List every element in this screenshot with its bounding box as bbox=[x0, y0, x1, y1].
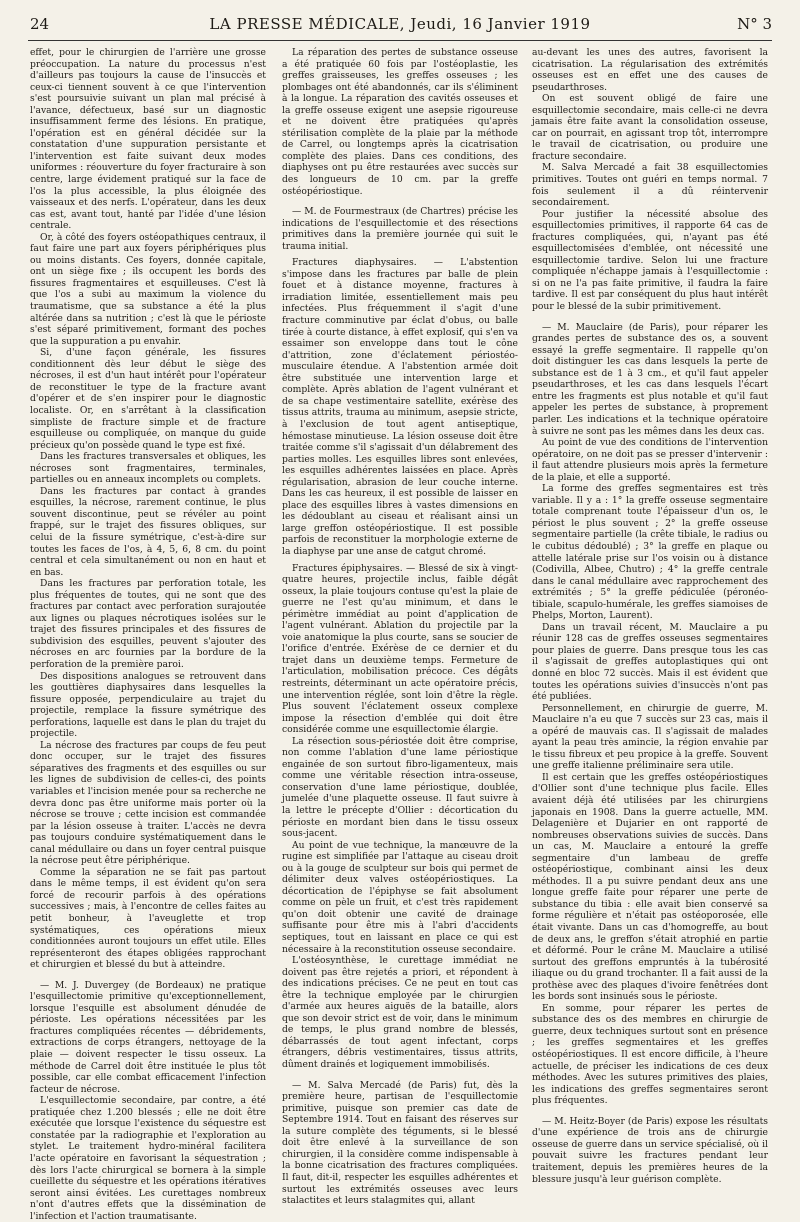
paragraph: Pour justifier la nécessité absolue des esquillectomies primitives, il rapporte 64 cas de fractures compliquées, qui, n'ayant pas été esquillectomisées d'emblée, ont nécessité une esquillectomie tardive. Selon lui une fracture compliquée n'échappe jamais à l'esquillectomie : si on ne l'a pas faite primitive, il faudra la faire tardive. Il est par conséquent du plus haut intérêt pour le blessé de la subir primitivement. bbox=[532, 208, 768, 313]
paragraph: La forme des greffes segmentaires est très variable. Il y a : 1° la greffe osseuse segmentaire totale comprenant toute l'épaisseur d'un os, le périost le plus souvent ; 2° la greffe osseuse segmentaire partielle (la crête tibiale, le radius ou le cubitus dédoublé) ; 3° la greffe en plaque ou attelle latérale prise sur l'os voisin ou à distance (Codivilla, Albee, Chutro) ; 4° la greffe centrale dans le canal médullaire avec rapprochement des extrémités ; 5° la greffe pédiculée (péronéo-tibiale, scapulo-humérale, les greffes siamoises de Phelps, Morton, Laurent). bbox=[532, 483, 768, 622]
column-3 bbox=[532, 47, 768, 1185]
paragraph: La réparation des pertes de substance osseuse a été pratiquée 60 fois par l'ostéoplastie, les greffes graisseuses, les greffes osseuses ; les plombages ont été abandonnés, car ils s'éliminent à la longue. La réparation des cavités osseuses et la greffe osseuse exigent une asepsie rigoureuse et ne doivent être pratiquées qu'après stérilisation complète de la plaie par la méthode de Carrel, ou longtemps après la cicatrisation complète des plaies. Dans ces conditions, des diaphyses ont pu être restaurées avec succès sur des longueurs de 10 cm. par la greffe ostéopériostique. bbox=[282, 47, 518, 197]
paragraph: En somme, pour réparer les pertes de substance des os des membres en chirurgie de guerre, deux techniques surtout sont en présence ; les greffes segmentaires et les greffes ostéopériostiques. Il est encore difficile, à l'heure actuelle, de préciser les indications de ces deux méthodes. Avec les sutures primitives des plaies, les indications des greffes segmentaires seront plus fréquentes. bbox=[532, 1002, 768, 1107]
paragraph: La résection sous-périostée doit être comprise, non comme l'ablation d'une lame périostique engainée de son surtout fibro-ligamenteux, mais comme une véritable résection intra-osseuse, conservation d'une lame périostique, doublée, jumelée d'une plaquette osseuse. Il faut suivre à la lettre le précepte d'Ollier : décortication du périoste en mordant bien dans le tissu osseux sous-jacent. bbox=[282, 735, 518, 840]
column-1 bbox=[30, 47, 266, 1222]
paragraph: Fractures diaphysaires. — L'abstention s'impose dans les fractures par balle de plein fouet et à distance moyenne, fractures à irradiation limitée, essentiellement mais peu infectées. Plus fréquemment il s'agit d'une fracture comminutive par éclat d'obus, ou balle tirée à courte distance, à effet explosif, qui s'en va essaimer son enveloppe dans tout le cône d'attrition, zone d'éclatement périostéo-musculaire étendue. A l'abstention armée doit être substituée une intervention large et complète. Après ablation de l'agent vulnérant et de sa chape vestimentaire satellite, exérèse des tissus attrits, trauma au minimum, asepsie stricte, à l'exclusion de tout agent antiseptique, hémostase minutieuse. La lésion osseuse doit être traitée comme s'il s'agissait d'un délabrement des parties molles. Les esquilles libres sont enlevées, les esquilles adhérentes laissées en place. Après régularisation, abrasion de leur couche interne. Dans les cas heureux, il est possible de laisser en place des esquilles libres à vastes dimensions en les dédoublant au ciseau et réalisant ainsi un large greffon ostéopériostique. Il est possible parfois de reconstituer la morphologie externe de la diaphyse par une anse de catgut chromé. bbox=[282, 257, 518, 557]
paragraph: Or, à côté des foyers ostéopathiques centraux, il faut faire une part aux foyers périphériques plus ou moins distants. Ces foyers, donnée capitale, ont un siège fixe ; ils occupent les bords des fissures fragmentaires et esquilleuses. C'est là que l'os a subi au maximum la violence du traumatisme, que sa substance a été la plus altérée dans sa nutrition ; c'est là que le périoste s'est séparé primitivement, formant des poches que la suppuration a pu envahir. bbox=[30, 231, 266, 347]
paragraph: Personnellement, en chirurgie de guerre, M. Mauclaire n'a eu que 7 succès sur 23 cas, mais il a opéré de mauvais cas. Il s'agissait de malades ayant la peau très amincie, la région envahie par le tissu fibreux et peu propice à la greffe. Souvent une greffe italienne préliminaire sera utile. bbox=[532, 702, 768, 772]
paragraph: Dans les fractures par contact à grandes esquilles, la nécrose, rarement continue, le plus souvent discontinue, peut se révéler au point frappé, sur le trajet des fissures obliques, sur celui de la fissure symétrique, c'est-à-dire sur toutes les faces de l'os, à 4, 5, 6, 8 cm. du point central et cela simultanément ou non en haut et en bas. bbox=[30, 485, 266, 578]
header-rule bbox=[28, 40, 772, 41]
issue-number: N° 3 bbox=[737, 15, 772, 33]
paragraph: effet, pour le chirurgien de l'arrière une grosse préoccupation. La nature du processus n'est d'ailleurs pas toujours la cause de l'insuccès et ceux-ci tiennent souvent à ce que l'intervention s'est poursuivie suivant un plan mal précisé à l'avance, défectueux, basé sur un diagnostic insuffisamment ferme des lésions. En pratique, l'opération est en général décidée sur la constatation d'une suppuration persistante et l'intervention est faite suivant deux modes uniformes : réouverture du foyer fracturaire à son centre, large évidement pratiqué sur la face de l'os la plus accessible, la plus éloignée des vaisseaux et des nerfs. L'opérateur, dans les deux cas est, avant tout, hanté par l'idée d'une lésion centrale. bbox=[30, 47, 266, 232]
paragraph: On est souvent obligé de faire une esquillectomie secondaire, mais celle-ci ne devra jamais être faite avant la consolidation osseuse, car on pourrait, en agissant trop tôt, interrompre le travail de cicatrisation, ou produire une fracture secondaire. bbox=[532, 93, 768, 162]
paragraph: L'esquillectomie secondaire, par contre, a été pratiquée chez 1.200 blessés ; elle ne doit être exécutée que lorsque l'existence du séquestre est constatée par la radiographie et l'exploration au stylet. Le traitement hydro-minéral facilitera l'acte opératoire en favorisant la séquestration ; dès lors l'acte chirurgical se bornera à la simple cueillette du séquestre et les opérations itératives seront ainsi évitées. Les curettages nombreux n'ont d'autres effets que la dissémination de l'infection et l'action traumatisante. bbox=[30, 1095, 266, 1222]
page-header bbox=[0, 12, 800, 36]
paragraph: — M. Mauclaire (de Paris), pour réparer les grandes pertes de substance des os, a souvent essayé la greffe segmentaire. Il rappelle qu'on doit distinguer les cas dans lesquels la perte de substance est de 1 à 3 cm., et qu'il faut appeler pseudarthroses, et les cas dans lesquels l'écart entre les fragments est plus notable et qu'il faut appeler les pertes de substance, à proprement parler. Les indications et la technique opératoire à suivre ne sont pas les mêmes dans les deux cas. bbox=[532, 321, 768, 437]
paragraph: Dans les fractures par perforation totale, les plus fréquentes de toutes, qui ne sont que des fractures par contact avec perforation surajoutée aux lignes ou plaques nécrotiques isolées sur le trajet des fissures principales et des fissures de subdivision des esquilles, peuvent s'ajouter des nécroses en arc fournies par la bordure de la perforation de la première paroi. bbox=[30, 578, 266, 670]
paragraph: Si, d'une façon générale, les fissures conditionnent dès leur début le siège des nécroses, il est d'un haut intérêt pour l'opérateur de reconstituer le type de la fracture avant d'opérer et de s'en inspirer pour le diagnostic localiste. Or, en s'arrêtant à la classification simpliste de fracture simple et de fracture esquilleuse ou compliquée, on manque du guide précieux qu'on possède quand le type est fixé. bbox=[30, 347, 266, 451]
paragraph: M. Salva Mercadé a fait 38 esquillectomies primitives. Toutes ont guéri en temps normal. 7 fois seulement il a dû réintervenir secondairement. bbox=[532, 162, 768, 209]
paragraph: Comme la séparation ne se fait pas partout dans le même temps, il est évident qu'on sera forcé de recourir parfois à des opérations successives ; mais, à l'encontre de celles faites au petit bonheur, à l'aveuglette et trop systématiques, ces opérations mieux conditionnées auront toujours un effet utile. Elles représenteront des étapes obligées rapprochant et chirurgien et blessé du but à atteindre. bbox=[30, 866, 266, 971]
paragraph: — M. de Fourmestraux (de Chartres) précise les indications de l'esquillectomie et des résections primitives dans la première journée qui suit le trauma initial. bbox=[282, 206, 518, 252]
paragraph: — M. Salva Mercadé (de Paris) fut, dès la première heure, partisan de l'esquillectomie primitive, puisque son premier cas date de Septembre 1914. Tout en faisant des réserves sur la suture complète des téguments, si le blessé doit être enlevé à la surveillance de son chirurgien, il la considère comme indispensable à la bonne cicatrisation des fractures compliquées. Il faut, dit-il, respecter les esquilles adhérentes et surtout les extrémités osseuses avec leurs stalactites et leurs stalagmites qui, allant bbox=[282, 1079, 518, 1207]
column-2 bbox=[282, 47, 518, 1207]
paragraph: — M. J. Duvergey (de Bordeaux) ne pratique l'esquillectomie primitive qu'exceptionnellement, lorsque l'esquille est absolument dénudée de périoste. Les opérations nécessitées par les fractures compliquées récentes — débridements, extractions de corps étrangers, nettoyage de la plaie — doivent respecter le tissu osseux. La méthode de Carrel doit être instituée le plus tôt possible, car elle combat efficacement l'infection facteur de nécrose. bbox=[30, 979, 266, 1095]
running-title: LA PRESSE MÉDICALE, Jeudi, 16 Janvier 1919 bbox=[209, 15, 591, 33]
paragraph: Des dispositions analogues se retrouvent dans les gouttières diaphysaires dans lesquelles la fissure opposée, perpendiculaire au trajet du projectile, remplace la fissure symétrique des perforations, laquelle est dans le plan du trajet du projectile. bbox=[30, 670, 266, 740]
paragraph: Dans un travail récent, M. Mauclaire a pu réunir 128 cas de greffes osseuses segmentaires pour plaies de guerre. Dans presque tous les cas il s'agissait de greffes autoplastiques qui ont donné en bloc 72 succès. Mais il est évident que toutes les opérations suivies d'insuccès n'ont pas été publiées. bbox=[532, 621, 768, 703]
paragraph: Au point de vue technique, la manœuvre de la rugine est simplifiée par l'attaque au ciseau droit ou à la gouge de sculpteur sur bois qui permet de délimiter deux valves ostéopériostiques. La décortication de l'épiphyse se fait absolument comme on pèle un fruit, et c'est très rapidement qu'on doit obtenir une cavité de drainage suffisante pour être mis à l'abri d'accidents septiques, tout en laissant en place ce qui est nécessaire à la reconstitution osseuse secondaire. bbox=[282, 839, 518, 955]
paragraph: au-devant les unes des autres, favorisent la cicatrisation. La régularisation des extrémités osseuses est en effet une des causes de pseudarthroses. bbox=[532, 47, 768, 93]
paragraph: L'ostéosynthèse, le curettage immédiat ne doivent pas être rejetés a priori, et répondent à des indications précises. Ce ne peut en tout cas être la technique employée par le chirurgien d'armée aux heures aiguës de la bataille, alors que son devoir strict est de voir, dans le minimum de temps, le plus grand nombre de blessés, débarrassés de tout agent infectant, corps étrangers, débris vestimentaires, tissus attrits, dûment drainés et logiquement immobilisés. bbox=[282, 955, 518, 1071]
page-number: 24 bbox=[30, 15, 50, 33]
paragraph: Au point de vue des conditions de l'intervention opératoire, on ne doit pas se presser d'intervenir : il faut attendre plusieurs mois après la fermeture de la plaie, et elle a supporté. bbox=[532, 437, 768, 483]
paragraph: — M. Heitz-Boyer (de Paris) expose les résultats d'une expérience de trois ans de chirurgie osseuse de guerre dans un service spécialisé, où il pouvait suivre les fractures pendant leur traitement, depuis les premières heures de la blessure jusqu'à leur guérison complète. bbox=[532, 1115, 768, 1185]
paragraph: La nécrose des fractures par coups de feu peut donc occuper, sur le trajet des fissures séparatives des fragments et des esquilles ou sur les lignes de subdivision de celles-ci, des points variables et l'incision menée pour sa recherche ne devra donc pas être uniforme mais porter où la nécrose se trouve ; cette incision est commandée par la lésion osseuse à traiter. L'accès ne devra pas toujours conduire systématiquement dans le canal médullaire ou dans un foyer central puisque la nécrose peut être périphérique. bbox=[30, 739, 266, 867]
paragraph: Il est certain que les greffes ostéopériostiques d'Ollier sont d'une technique plus facile. Elles avaient déjà été utilisées par les chirurgiens japonais en 1908. Dans la guerre actuelle, MM. Delagenière et Dujarier en ont rapporté de nombreuses observations suivies de succès. Dans un cas, M. Mauclaire a entouré la greffe segmentaire d'un lambeau de greffe ostéopériostique, combinant ainsi les deux méthodes. Il a pu suivre pendant deux ans une longue greffe faite pour réparer une perte de substance du tibia : elle avait bien conservé sa forme régulière et n'était pas ostéoporosée, elle était vivante. Dans un cas d'homogreffe, au bout de deux ans, le greffon s'était atrophié en partie et déformé. Pour le crâne M. Mauclaire a utilisé surtout des greffons empruntés à la tubérosité iliaque ou du grand trochanter. Il a fait aussi de la prothèse avec des plaques d'ivoire fenêtrées dont les bords sont insinués sous le périoste. bbox=[532, 771, 768, 1003]
paragraph: Dans les fractures transversales et obliques, les nécroses sont fragmentaires, terminales, partielles ou en anneaux incomplets ou complets. bbox=[30, 451, 266, 486]
paragraph: Fractures épiphysaires. — Blessé de six à vingt-quatre heures, projectile inclus, faible dégât osseux, la plaie toujours contuse qu'est la plaie de guerre ne l'est qu'au minimum, et dans le périmètre immédiat au point d'application de l'agent vulnérant. Ablation du projectile par la voie anatomique la plus courte, sans se soucier de l'orifice d'entrée. Exérèse de ce dernier et du trajet dans un deuxième temps. Fermeture de l'articulation, mobilisation précoce. Ces dégâts restreints, déterminant un acte opératoire précis, une intervention réglée, sont loin d'être la règle. Plus souvent l'éclatement osseux complexe impose la résection d'emblée qui doit être considérée comme une esquillectomie élargie. bbox=[282, 562, 518, 736]
